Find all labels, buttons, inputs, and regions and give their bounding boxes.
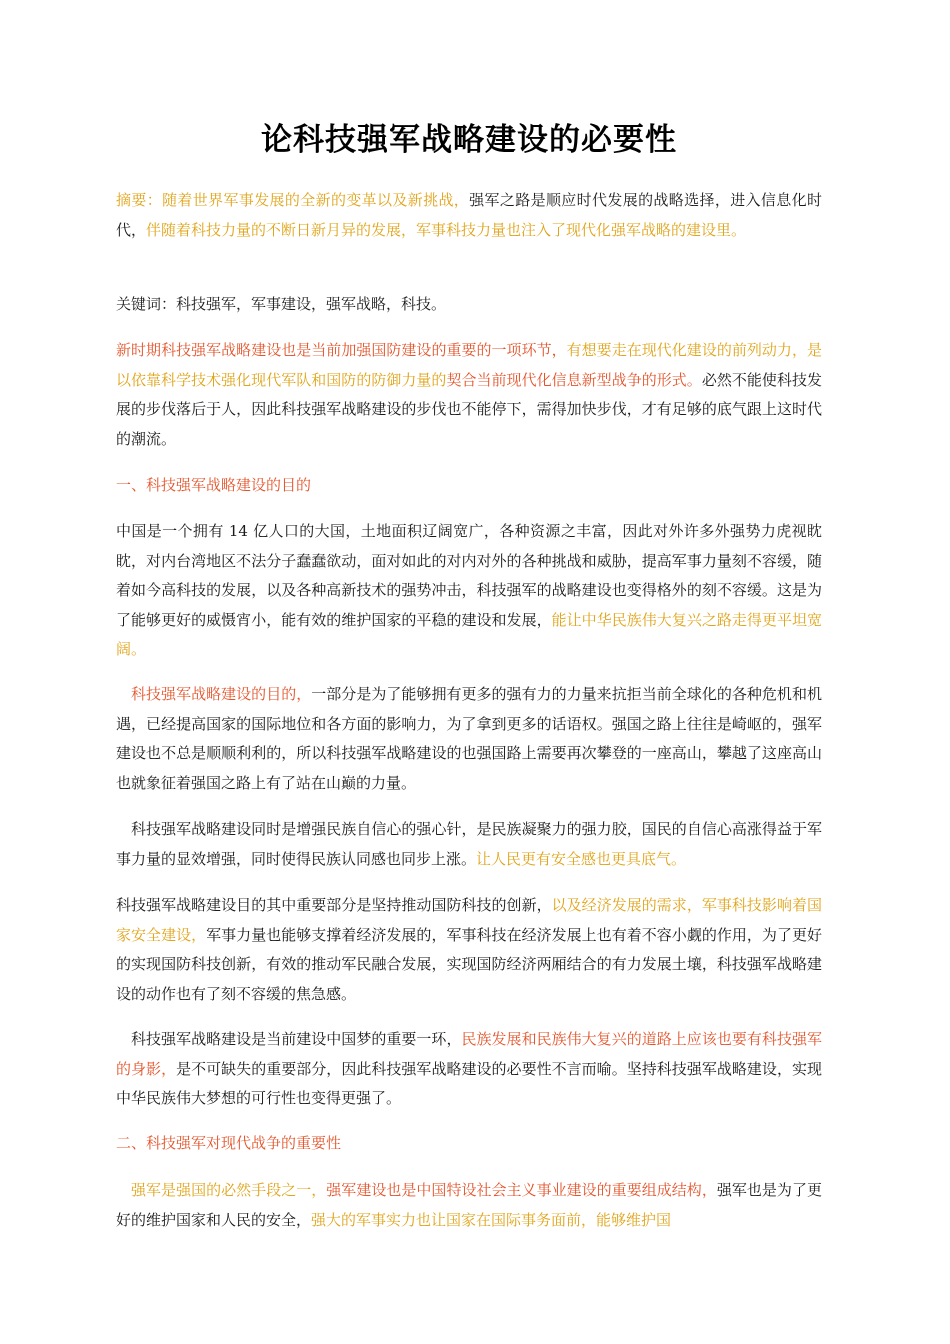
text-run: 摘要：随着世界军事发展的全新的变革以及新挑战， [116, 191, 470, 209]
text-run: 科技强军战略建设是当前建设中国梦的重要一环， [131, 1030, 462, 1048]
text-run: 伴随着科技力量的不断日新月异的发展，军事科技力量也注入了现代化强军战略的建设里。 [146, 220, 747, 239]
page-title: 论科技强军战略建设的必要性 [261, 122, 677, 158]
text-run: 强大的军事实力也让国家在国际事务面前，能够维护国 [311, 1210, 672, 1229]
intro-paragraph [116, 336, 822, 454]
section-1-paragraph-3 [116, 815, 822, 874]
abstract-paragraph [116, 186, 822, 245]
text-run: 强军是强国的必然手段之一， [131, 1181, 327, 1199]
text-run: 契合当前现代化信息新型战争的形式。 [446, 370, 702, 389]
text-run: 强军也是为了更好的维护国家和人民的安全， [116, 1181, 822, 1229]
text-run: 军事力量也能够支撑着经济发展的，军事科技在经济发展上也有着不容小觑的作用，为了更好的实现国防科技创新，有效的推动军民融合发展，实现国防经济两厢结合的有力发展土壤，科技强军战略建设的动作也有了刻不容缓的焦急感。 [116, 925, 822, 1003]
text-run: 新时期科技强军战略建设也是当前加强国防建设的重要的一项环节， [116, 341, 567, 359]
text-run: 科技强军战略建设同时是增强民族自信心的强心针，是民族凝聚力的强力胶，国民的自信心高涨得益于军事力量的显效增强，同时使得民族认同感也同步上涨。 [116, 820, 822, 868]
text-run: 以及经济发展的需求，军事科技影响着国家安全建设， [116, 896, 822, 944]
section-2-heading [116, 1129, 822, 1159]
text-run: 是不可缺失的重要部分，因此科技强军战略建设的必要性不言而喻。坚持科技强军战略建设，实现中华民族伟大梦想的可行性也变得更强了。 [116, 1059, 822, 1107]
text-run: 有想要走在现代化建设的前列动力，是以依靠科学技术强化现代军队和国防的防御力量的 [116, 341, 822, 389]
section-1-paragraph-1 [116, 517, 822, 665]
text-run: 一、科技强军战略建设的目的 [116, 476, 312, 494]
keywords-paragraph [116, 290, 822, 320]
text-run: 强军之路是顺应时代发展的战略选择，进入信息化时代， [116, 191, 822, 239]
section-2-paragraph-1 [116, 1176, 822, 1235]
text-run: 强军建设也是中国特设社会主义事业建设的重要组成结构， [326, 1181, 717, 1199]
section-1-paragraph-4 [116, 891, 822, 1009]
text-run: 中国是一个拥有 14 亿人口的大国，土地面积辽阔宽广，各种资源之丰富，因此对外许多外强势力虎视眈眈，对内台湾地区不法分子蠢蠢欲动，面对如此的对内对外的各种挑战和威胁，提高军事力量刻不容缓，随着如今高科技的发展，以及各种高新技术的强势冲击，科技强军的战略建设也变得格外的刻不容缓。这是为了能够更好的威慑宵小，能有效的维护国家的平稳的建设和发展， [116, 522, 822, 629]
text-run: 让人民更有安全感也更具底气。 [476, 849, 687, 868]
text-run: 能让中华民族伟大复兴之路走得更平坦宽阔。 [116, 610, 822, 658]
text-run: 一部分是为了能够拥有更多的强有力的力量来抗拒当前全球化的各种危机和机遇，已经提高国家的国际地位和各方面的影响力，为了拿到更多的话语权。强国之路上往往是崎岖的，强军建设也不总是顺顺利利的，所以科技强军战略建设的也强国路上需要再次攀登的一座高山，攀越了这座高山也就象征着强国之路上有了站在山巅的力量。 [116, 685, 822, 792]
section-1-paragraph-2 [116, 680, 822, 798]
section-1-paragraph-5 [116, 1025, 822, 1114]
text-run: 二、科技强军对现代战争的重要性 [116, 1134, 342, 1152]
text-run: 关键词：科技强军，军事建设，强军战略，科技。 [116, 295, 447, 313]
text-run: 科技强军战略建设目的其中重要部分是坚持推动国防科技的创新， [116, 896, 552, 914]
text-run: 必然不能使科技发展的步伐落后于人，因此科技强军战略建设的步伐也不能停下，需得加快步伐，才有足够的底气跟上这时代的潮流。 [116, 370, 822, 448]
section-1-heading [116, 471, 822, 501]
text-run: 科技强军战略建设的目的， [131, 685, 312, 703]
text-run: 民族发展和民族伟大复兴的道路上应该也要有科技强军的身影， [116, 1030, 822, 1078]
